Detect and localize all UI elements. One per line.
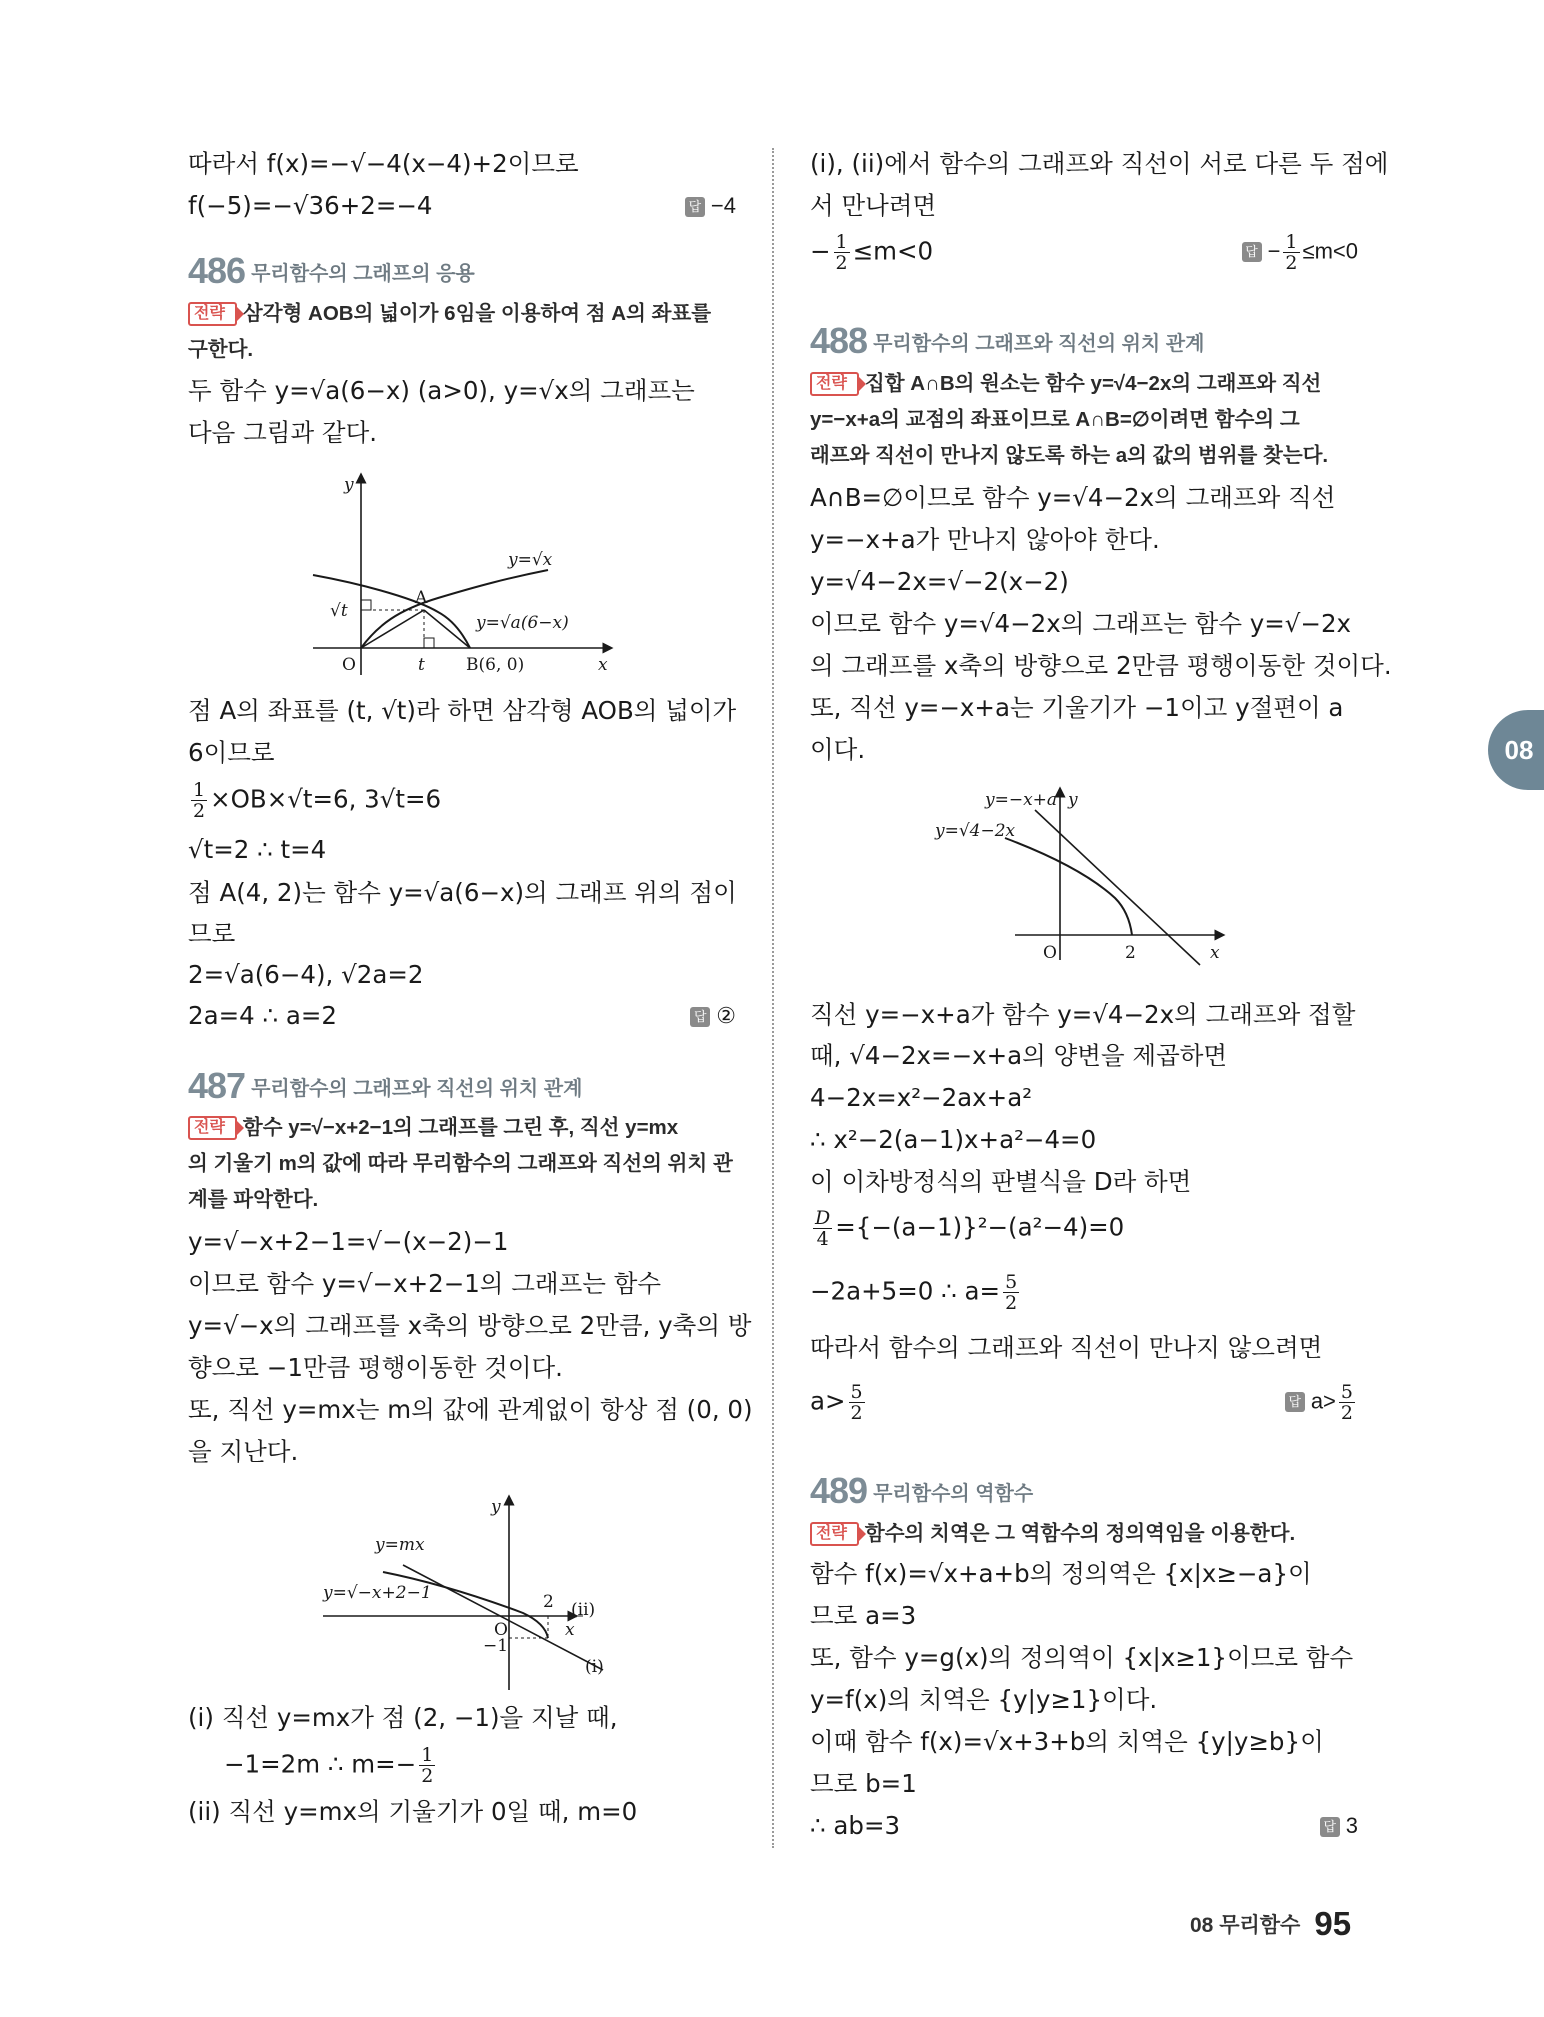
answer-485 [685,188,736,224]
text-line: 이 이차방정식의 판별식을 D라 하면 [810,1167,1192,1196]
strategy-text: y=−x+a의 교점의 좌표이므로 A∩B=∅이려면 함수의 그 [810,408,1300,431]
section-number: 488 [810,320,868,361]
fraction [191,780,207,821]
equation [810,1382,1358,1423]
strategy-text: 계를 파악한다. [188,1188,319,1211]
text-line: y=√−x의 그래프를 x축의 방향으로 2만큼, y축의 방 [188,1311,752,1340]
text-line: 두 함수 y=√a(6−x) (a>0), y=√x의 그래프는 [188,376,695,405]
numerator: D [815,1207,831,1229]
equation [810,1208,1124,1249]
numerator: 1 [835,231,848,253]
text-line: 의 그래프를 x축의 방향으로 2만큼 평행이동한 것이다. [810,651,1392,680]
answer-value: 3 [1345,1813,1358,1838]
answer-value: a> [1310,1388,1336,1414]
text-line [188,188,736,224]
fraction [1003,1272,1019,1313]
fraction [419,1745,435,1786]
equation-text: − [810,236,831,266]
curve-label: y=√−x+2−1 [323,1583,432,1603]
origin-label: O [342,655,356,675]
equation-text: ={−(a−1)}²−(a²−4)=0 [835,1212,1125,1242]
fraction [813,1208,832,1249]
text-line: 다음 그림과 같다. [188,418,378,447]
text-line: 서 만나려면 [810,191,937,220]
text-line: 때, √4−2x=−x+a의 양변을 제곱하면 [810,1041,1228,1070]
text-line: 따라서 함수의 그래프와 직선이 만나지 않으려면 [810,1333,1323,1362]
right-angle-mark [361,600,371,610]
answer-icon: 답 [1242,242,1262,262]
numerator: 5 [1005,1271,1018,1293]
equation: y=√−x+2−1=√−(x−2)−1 [188,1227,509,1256]
origin-label: O [1043,943,1057,963]
answer-value: ≤m<0 [1302,238,1358,264]
strategy-text: 집합 A∩B의 원소는 함수 y=√4−2x의 그래프와 직선 [864,372,1322,395]
equation: ∴ x²−2(a−1)x+a²−4=0 [810,1125,1097,1154]
fraction [849,1382,865,1423]
equation-text: a> [810,1386,846,1416]
case-label: (ii) [571,1600,596,1620]
section-title: 무리함수의 역함수 [873,1482,1034,1505]
page-footer [1190,1905,1351,1943]
equation: 4−2x=x²−2ax+a² [810,1083,1033,1112]
text-line: 함수 f(x)=√x+a+b의 정의역은 {x|x≥−a}이 [810,1559,1312,1588]
axis-label-x: x [598,655,608,675]
equation-rest: ×OB×√t=6, 3√t=6 [210,784,442,814]
text-line: 이므로 함수 y=√−x+2−1의 그래프는 함수 [188,1269,662,1298]
section-title: 무리함수의 그래프와 직선의 위치 관계 [251,1077,583,1100]
strategy-text: 삼각형 AOB의 넓이가 6임을 이용하여 점 A의 좌표를 [242,302,712,325]
graph-488 [910,780,1230,970]
section-487-header [188,1065,582,1107]
text-line: (i), (ii)에서 함수의 그래프와 직선이 서로 다른 두 점에 [810,149,1389,178]
section-number: 487 [188,1065,246,1106]
page-number: 95 [1314,1905,1352,1942]
section-number: 489 [810,1470,868,1511]
chapter-title: 08 무리함수 [1190,1914,1301,1937]
axis-label-y: y [491,1497,501,1517]
axis-label-x: x [565,1620,575,1640]
curve-label: y=√4−2x [935,821,1016,841]
denominator: 2 [850,1402,863,1424]
strategy-text: 함수의 치역은 그 역함수의 정의역임을 이용한다. [864,1522,1296,1545]
text-line: 또, 함수 y=g(x)의 정의역이 {x|x≥1}이므로 함수 [810,1643,1354,1672]
section-title: 무리함수의 그래프의 응용 [251,262,475,285]
answer-value: ② [716,1003,736,1028]
text-line: 점 A의 좌표를 (t, √t)라 하면 삼각형 AOB의 넓이가 [188,696,737,725]
denominator: 2 [835,252,848,274]
curve-label: y=√a(6−x) [476,613,569,633]
strategy-text: 함수 y=√−x+2−1의 그래프를 그린 후, 직선 y=mx [242,1116,679,1139]
tick-label: 2 [543,1592,554,1612]
text-line: 을 지난다. [188,1437,299,1466]
denominator: 2 [193,800,206,822]
text-line: y=f(x)의 치역은 {y|y≥1}이다. [810,1685,1158,1714]
segment-OA [361,610,424,648]
text-line: 므로 [188,919,236,948]
numerator: 5 [850,1381,863,1403]
equation [188,780,441,821]
chapter-tab[interactable]: 08 [1488,710,1544,790]
text-line: 향으로 −1만큼 평행이동한 것이다. [188,1353,563,1382]
strategy-badge: 전략 [188,1116,237,1140]
equation: y=√4−2x=√−2(x−2) [810,567,1069,596]
answer-486 [690,998,736,1034]
strategy-text: 래프와 직선이 만나지 않도록 하는 a의 값의 범위를 찾는다. [810,444,1329,467]
answer-icon: 답 [1320,1817,1340,1837]
strategy-badge: 전략 [188,302,237,326]
strategy-badge: 전략 [810,372,859,396]
numerator: 5 [1340,1381,1353,1403]
equation-text: 2a=4 ∴ a=2 [188,1001,338,1030]
text-line: 6이므로 [188,738,275,767]
curve-label: y=√x [508,550,553,570]
text-line: (ii) 직선 y=mx의 기울기가 0일 때, m=0 [188,1797,638,1826]
text-line: 므로 b=1 [810,1769,917,1798]
curve-sqrt-x [361,570,548,648]
numerator: 1 [193,779,206,801]
equation [810,1272,1022,1313]
text-line: 또, 직선 y=mx는 m의 값에 관계없이 항상 점 (0, 0) [188,1395,753,1424]
equation [224,1745,438,1786]
section-number: 486 [188,250,246,291]
equation: 2=√a(6−4), √2a=2 [188,960,424,989]
text-line: 따라서 f(x)=−√−4(x−4)+2이므로 [188,149,579,178]
numerator: 1 [421,1744,434,1766]
denominator: 2 [1340,1402,1353,1424]
equation [810,1808,1358,1844]
column-divider [772,148,774,1848]
graph-486 [308,470,628,685]
sqrt-t-label: √t [330,601,348,621]
strategy-text: 구한다. [188,338,254,361]
section-489-header [810,1470,1033,1512]
text-line: A∩B=∅이므로 함수 y=√4−2x의 그래프와 직선 [810,483,1336,512]
case-label: (i) [585,1657,604,1677]
t-label: t [418,655,425,675]
line-label: y=−x+a [985,790,1058,810]
equation [810,232,1358,273]
text-line: (i) 직선 y=mx가 점 (2, −1)을 지날 때, [188,1703,618,1732]
graph-487 [283,1490,623,1700]
right-angle-mark [424,638,434,648]
denominator: 4 [816,1228,829,1250]
section-486-header [188,250,475,292]
answer-icon: 답 [1285,1392,1305,1412]
answer-value: −4 [710,193,736,218]
text-line: 직선 y=−x+a가 함수 y=√4−2x의 그래프와 접할 [810,1000,1356,1029]
axis-label-x: x [1210,943,1220,963]
answer-487 [1242,232,1358,273]
fraction [1283,232,1299,273]
text-line: 므로 a=3 [810,1601,917,1630]
text-line: 이때 함수 f(x)=√x+3+b의 치역은 {y|y≥b}이 [810,1727,1324,1756]
strategy-487 [188,1110,678,1146]
text-line: 점 A(4, 2)는 함수 y=√a(6−x)의 그래프 위의 점이 [188,878,737,907]
text-line: y=−x+a가 만나지 않아야 한다. [810,525,1160,554]
tick-label: 2 [1125,943,1136,963]
equation-text: −1=2m ∴ m=− [224,1749,417,1779]
equation-text: −2a+5=0 ∴ a= [810,1276,1001,1306]
denominator: 2 [1285,252,1298,274]
strategy-text: 의 기울기 m의 값에 따라 무리함수의 그래프와 직선의 위치 관 [188,1152,733,1175]
answer-488 [1285,1382,1358,1423]
text-line: 이다. [810,735,866,764]
equation-text: ∴ ab=3 [810,1811,901,1840]
tick-label: −1 [483,1636,509,1656]
strategy-486 [188,296,711,332]
equation: √t=2 ∴ t=4 [188,835,327,864]
section-title: 무리함수의 그래프와 직선의 위치 관계 [873,332,1205,355]
strategy-489 [810,1516,1295,1552]
answer-489 [1320,1808,1358,1844]
text-line: 이므로 함수 y=√4−2x의 그래프는 함수 y=√−2x [810,609,1352,638]
denominator: 2 [1005,1292,1018,1314]
point-A-label: A [415,588,428,608]
axis-label-y: y [1068,790,1078,810]
axis-label-y: y [344,475,354,495]
equation [188,998,736,1034]
answer-icon: 답 [690,1007,710,1027]
fraction [1339,1382,1355,1423]
text-line: 또, 직선 y=−x+a는 기울기가 −1이고 y절편이 a [810,693,1344,722]
strategy-badge: 전략 [810,1522,859,1546]
numerator: 1 [1285,231,1298,253]
curve-sqrt-4-2x [1005,838,1132,935]
denominator: 2 [421,1765,434,1787]
answer-icon: 답 [685,197,705,217]
strategy-488 [810,366,1321,402]
fraction [834,232,850,273]
section-488-header [810,320,1204,362]
answer-value: − [1267,238,1281,264]
line-label: y=mx [375,1535,425,1555]
equation-text: ≤m<0 [852,236,934,266]
origin-label: O [494,1620,508,1640]
segment-AB [424,610,470,648]
point-B-label: B(6, 0) [466,655,525,675]
equation: f(−5)=−√36+2=−4 [188,191,433,220]
